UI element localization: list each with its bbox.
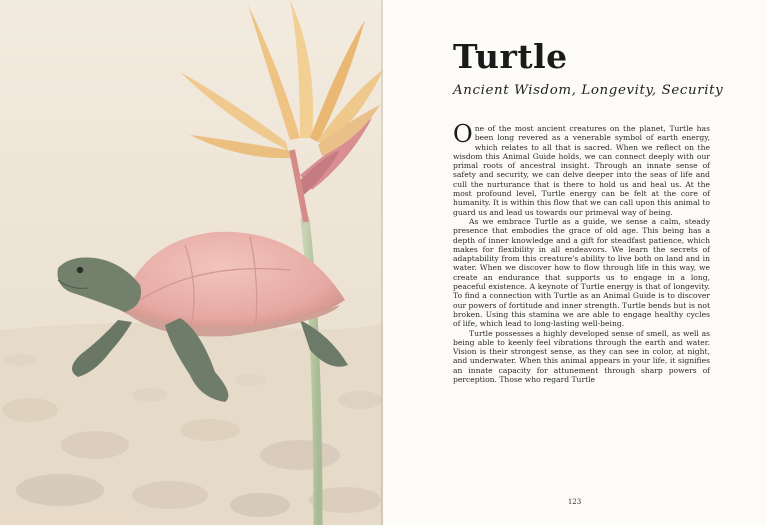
text-page — [383, 0, 766, 525]
paragraph-1 — [453, 120, 710, 217]
paragraph-1-text: ne of the most ancient creatures on the planet, Turtle has been long revered as a venerable symbol of earth energy, which relates to all that is sacred. When we reflect on the wisdom this Animal Guide holds, we can connect deeply with our primal roots of ancestral insight. Through an innate sense of safety and security, we can delve deeper into the seas of life and cull the nurturance that is there to hold us and heal us. At the most profound level, Turtle energy can be felt at the core of humanity. It is within this flow that we can call upon this animal to guard us and lead us towards our primeval way of being. — [453, 124, 710, 217]
drop-cap: O — [453, 120, 473, 148]
turtle-eye — [77, 267, 83, 273]
body-text — [453, 120, 710, 385]
paragraph-2: As we embrace Turtle as a guide, we sense a calm, steady presence that embodies the grace of old age. This being has a depth of inner knowledge and a gift for steadfast patience, which makes for flexibility in all endeavors. We learn the secrets of adaptability from this creature's ability to live both on land and in water. When we discover how to flow through life in this way, we create an endurance that supports us to engage in a long, peaceful existence. A keynote of Turtle energy is that of longevity. To find a connection with Turtle as an Animal Guide is to discover our powers of fortitude and inner strength. Turtle bends but is not broken. Using this stamina we are able to engage healthy cycles of life, which lead to long-lasting well-being. — [453, 216, 710, 329]
paragraph-3: Turtle possesses a highly developed sense of smell, as well as being able to keenly feel vibrations through the earth and water. Vision is their strongest sense, as they can see in color, at night, and underwater. When this animal appears in your life, it signifies an innate capacity for attunement through sharp powers of perception. Those who regard Turtle — [453, 328, 710, 385]
page-number: 123 — [567, 498, 582, 506]
page-title: Turtle — [453, 37, 568, 76]
page-subtitle: Ancient Wisdom, Longevity, Security — [453, 83, 724, 98]
